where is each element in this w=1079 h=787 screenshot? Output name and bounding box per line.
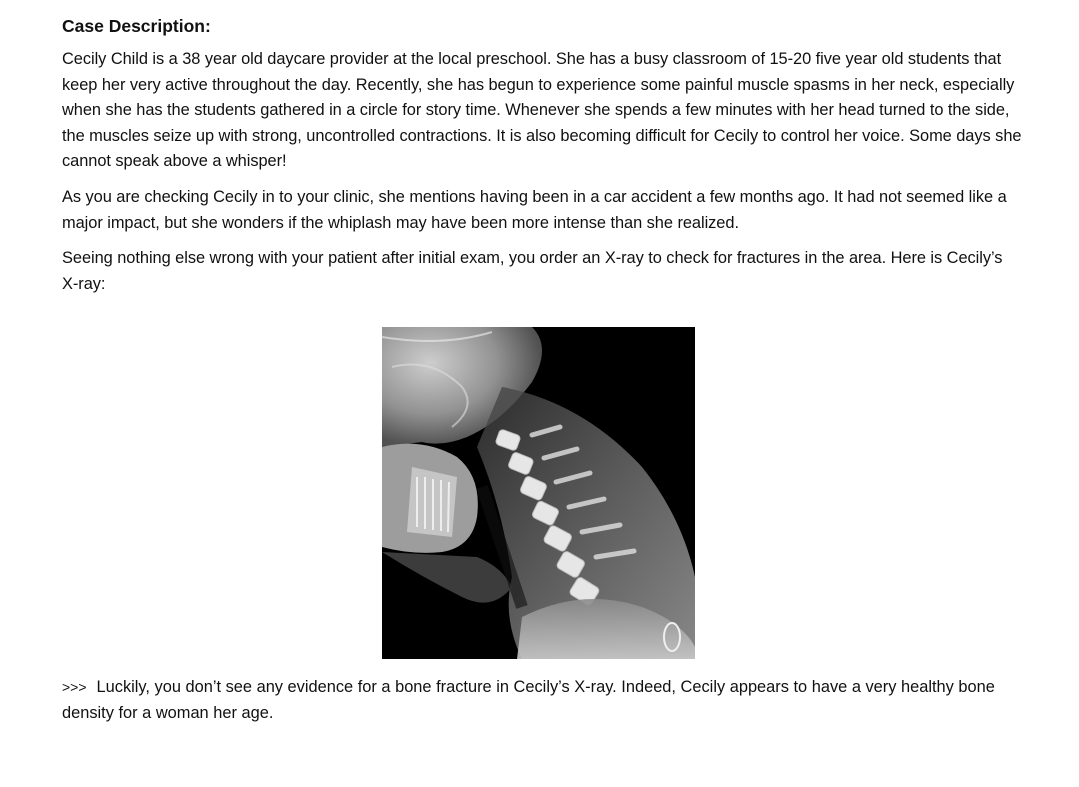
- paragraph-symptoms: Cecily Child is a 38 year old daycare provider at the local preschool. She has a busy classroom of 15-20 five year old students that keep her very active throughout the day. Recently, she has begun to experience some painful muscle spasms in her neck, especially when she has the students gathered in a circle for story time. Whenever she spends a few minutes with her head turned to the side, the muscles seize up with strong, uncontrolled contractions. It is also becoming difficult for Cecily to control her voice. Some days she cannot speak above a whisper!: [62, 50, 1022, 171]
- xray-result-text: Luckily, you don’t see any evidence for a bone fracture in Cecily’s X-ray. Indeed, Cecily appears to have a very healthy bone density for a woman her age.: [62, 678, 995, 722]
- arrow-prefix: >>>: [62, 679, 87, 695]
- case-description-section: [62, 14, 1022, 307]
- xray-drawing: [382, 327, 695, 659]
- paragraph-xray-intro: Seeing nothing else wrong with your patient after initial exam, you order an X-ray to check for fractures in the area. Here is Cecily’s X-ray:: [62, 249, 1003, 293]
- neck-xray-image: [382, 327, 695, 659]
- paragraph-accident: As you are checking Cecily in to your clinic, she mentions having been in a car accident a few months ago. It had not seemed like a major impact, but she wonders if the whiplash may have been more intense than she realized.: [62, 187, 1007, 232]
- case-heading: Case Description:: [62, 16, 211, 36]
- xray-result-paragraph: [62, 675, 1022, 726]
